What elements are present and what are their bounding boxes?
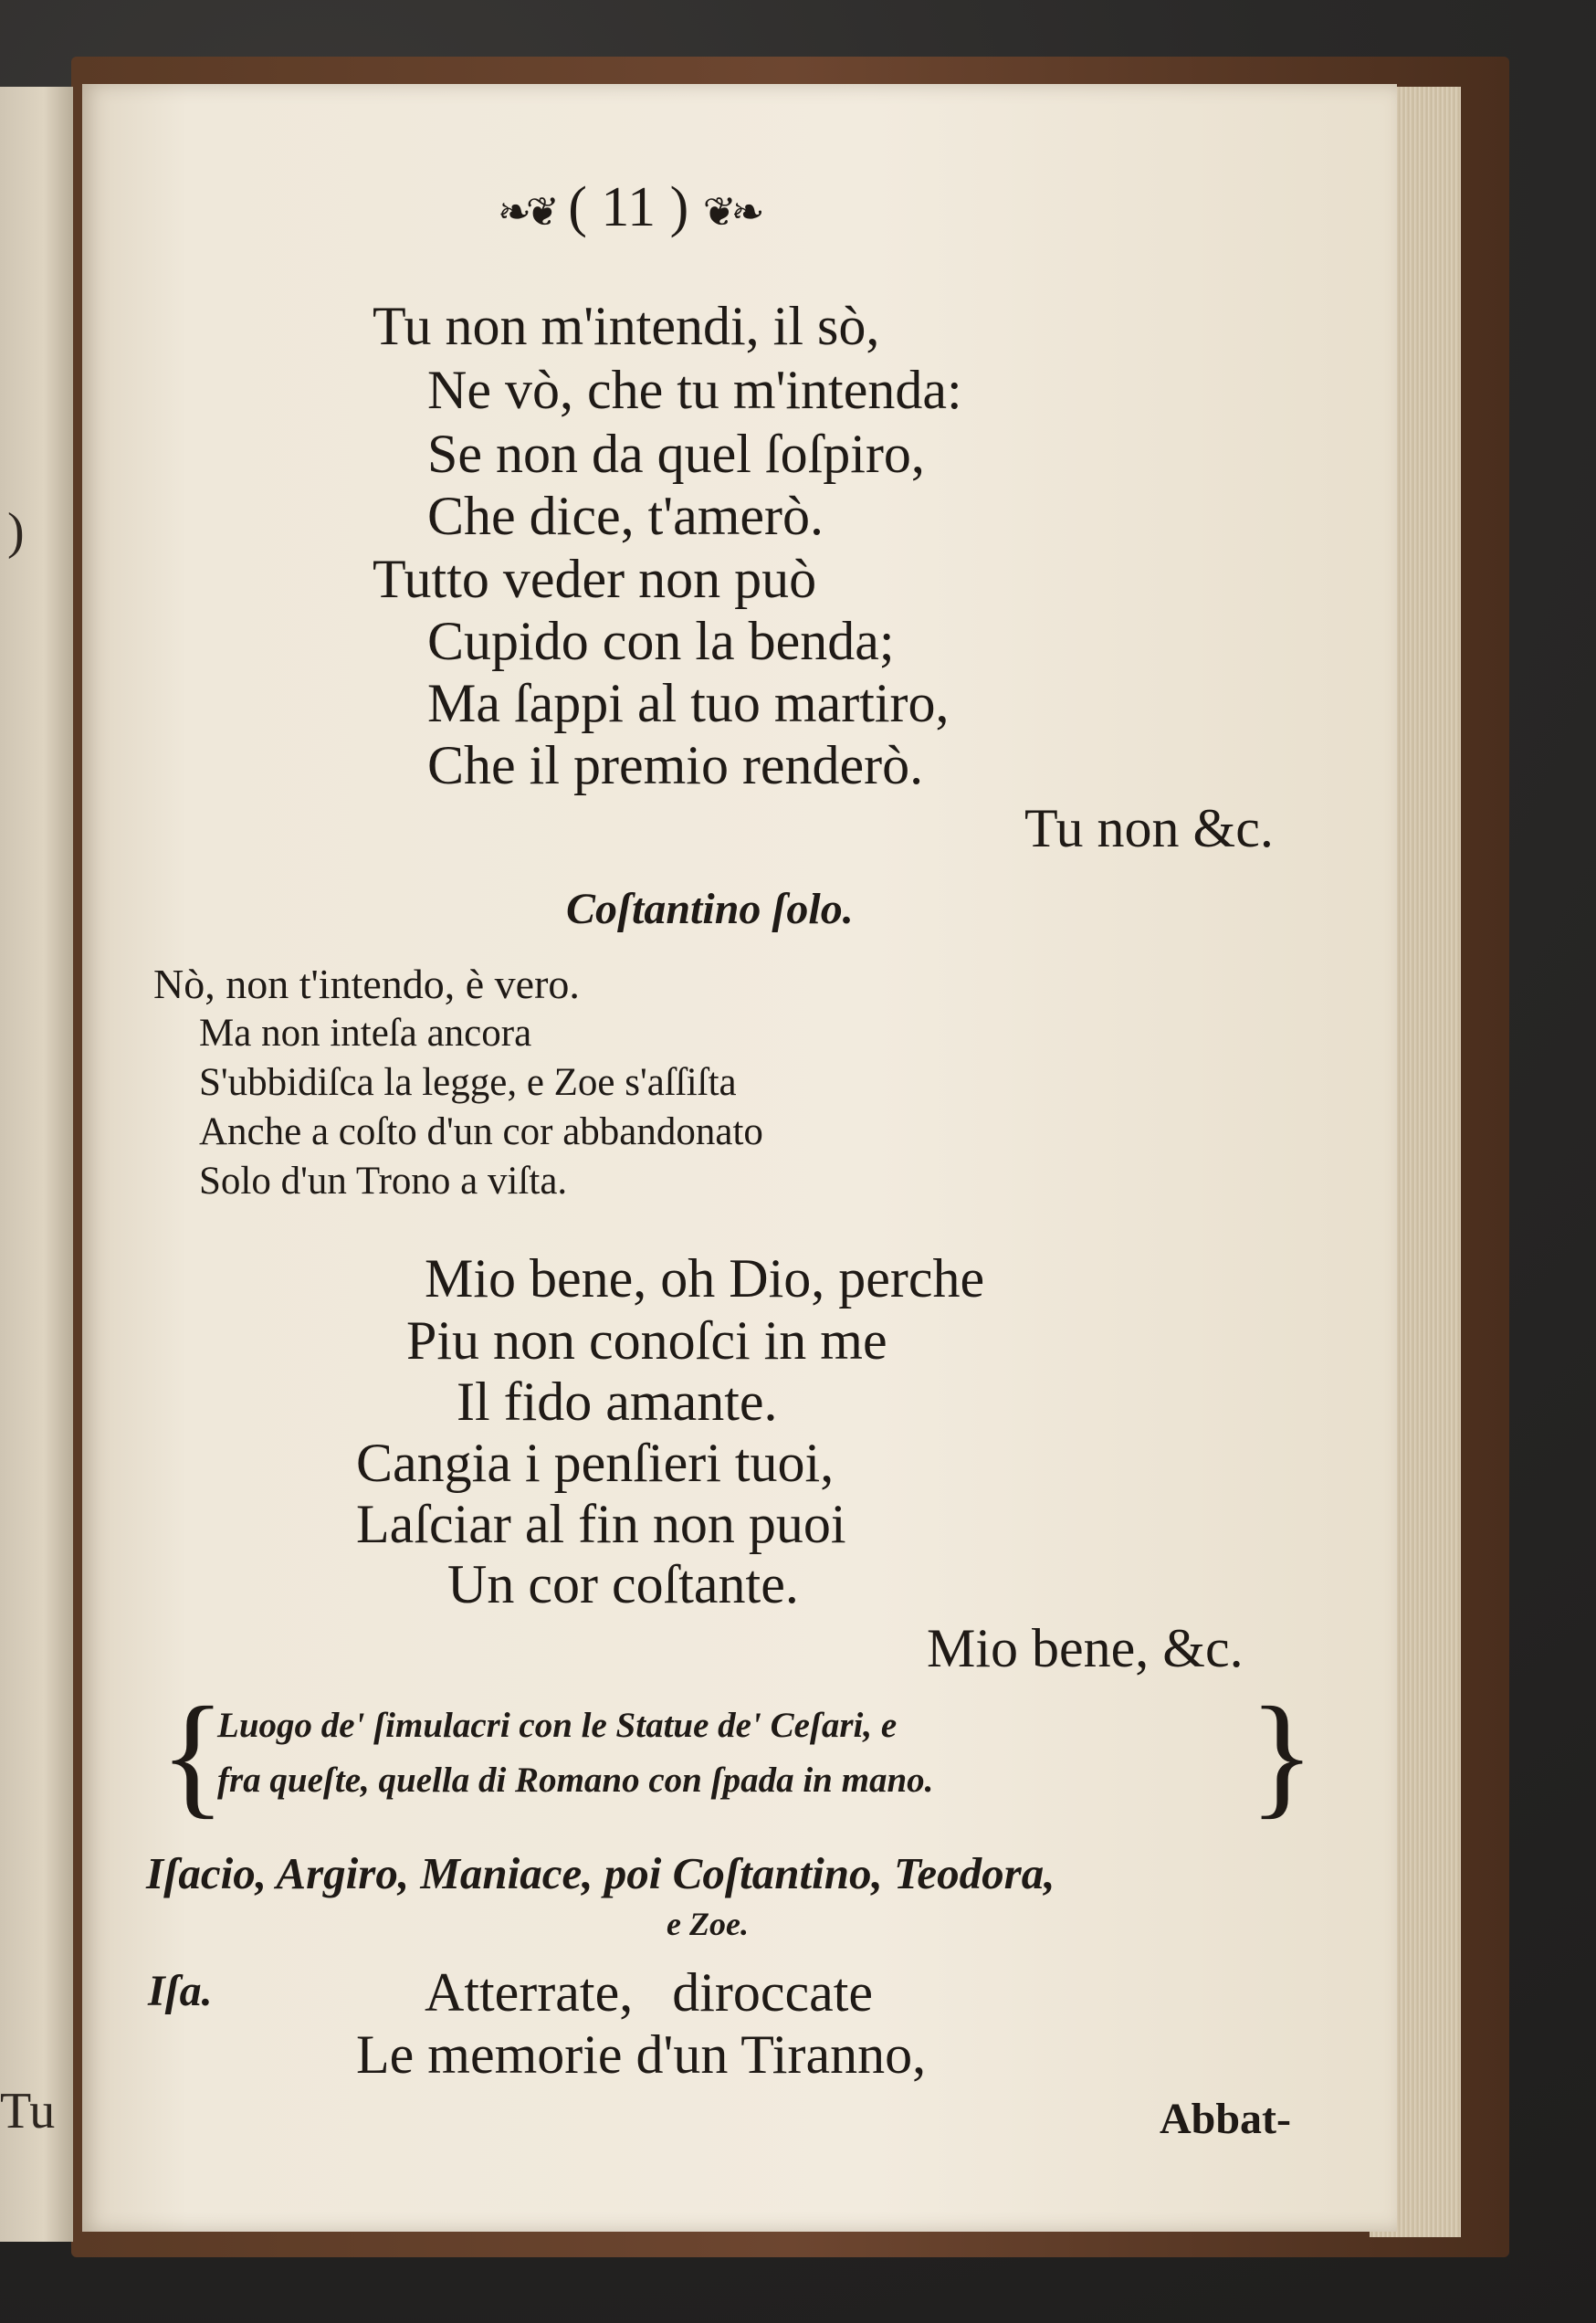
- refrain: Tu non &c.: [1024, 798, 1274, 858]
- left-page-edge: [0, 87, 73, 2242]
- recitative-line: Ma non inteſa ancora: [199, 1012, 532, 1055]
- left-page-fragment: Tu: [0, 2083, 56, 2139]
- scene-heading: Coſtantino ſolo.: [566, 885, 854, 933]
- recitative-line: Nò, non t'intendo, è vero.: [153, 961, 580, 1007]
- stage-direction-line: Luogo de' ſimulacri con le Statue de' Ceſari, e: [217, 1706, 898, 1745]
- page-number-close: ): [669, 176, 689, 238]
- verse-line: Ma ſappi al tuo martiro,: [427, 673, 950, 733]
- ornament-right-icon: ❦❧: [702, 190, 760, 236]
- catchword: Abbat-: [1160, 2095, 1292, 2143]
- book-page: [82, 84, 1397, 2232]
- recitative-line: S'ubbidiſca la legge, e Zoe s'aſſiſta: [199, 1061, 737, 1104]
- left-page-fragment: ): [7, 503, 25, 560]
- characters-line: e Zoe.: [667, 1906, 749, 1942]
- verse-line: Cangia i penſieri tuoi,: [356, 1433, 835, 1493]
- verse-line: Che dice, t'amerò.: [427, 486, 824, 546]
- right-brace-icon: }: [1249, 1679, 1315, 1831]
- verse-line: Cupido con la benda;: [427, 611, 895, 671]
- recitative-line: Solo d'un Trono a viſta.: [199, 1160, 568, 1203]
- page-number: 11: [601, 176, 656, 238]
- verse-line: Ne vò, che tu m'intenda:: [427, 360, 962, 420]
- recitative-line: Anche a coſto d'un cor abbandonato: [199, 1110, 763, 1153]
- verse-line: Tu non m'intendi, il sò,: [373, 296, 880, 356]
- speaker: Iſa.: [148, 1967, 213, 2015]
- verse-line: Che il premio renderò.: [427, 735, 924, 795]
- verse-line: Piu non conoſci in me: [406, 1310, 887, 1371]
- verse-line: Tutto veder non può: [373, 549, 817, 609]
- verse-line: Il fido amante.: [457, 1372, 778, 1432]
- characters-line: Iſacio, Argiro, Maniace, poi Coſtantino, Teodora,: [146, 1848, 1055, 1898]
- verse-line: Se non da quel ſoſpiro,: [427, 424, 925, 484]
- refrain: Mio bene, &c.: [927, 1618, 1244, 1678]
- page-header: [498, 175, 759, 240]
- verse-line: Mio bene, oh Dio, perche: [425, 1248, 985, 1309]
- ornament-left-icon: ❧❦: [498, 190, 554, 236]
- stage-direction-line: fra queſte, quella di Romano con ſpada in mano.: [217, 1761, 934, 1800]
- page-number-open: (: [568, 176, 587, 238]
- verse-line: Atterrate, diroccate: [425, 1962, 874, 2023]
- verse-line: Un cor coſtante.: [447, 1554, 799, 1614]
- verse-line: Le memorie d'un Tiranno,: [356, 2024, 927, 2085]
- verse-line: Laſciar al fin non puoi: [356, 1494, 846, 1554]
- left-brace-icon: {: [160, 1679, 226, 1831]
